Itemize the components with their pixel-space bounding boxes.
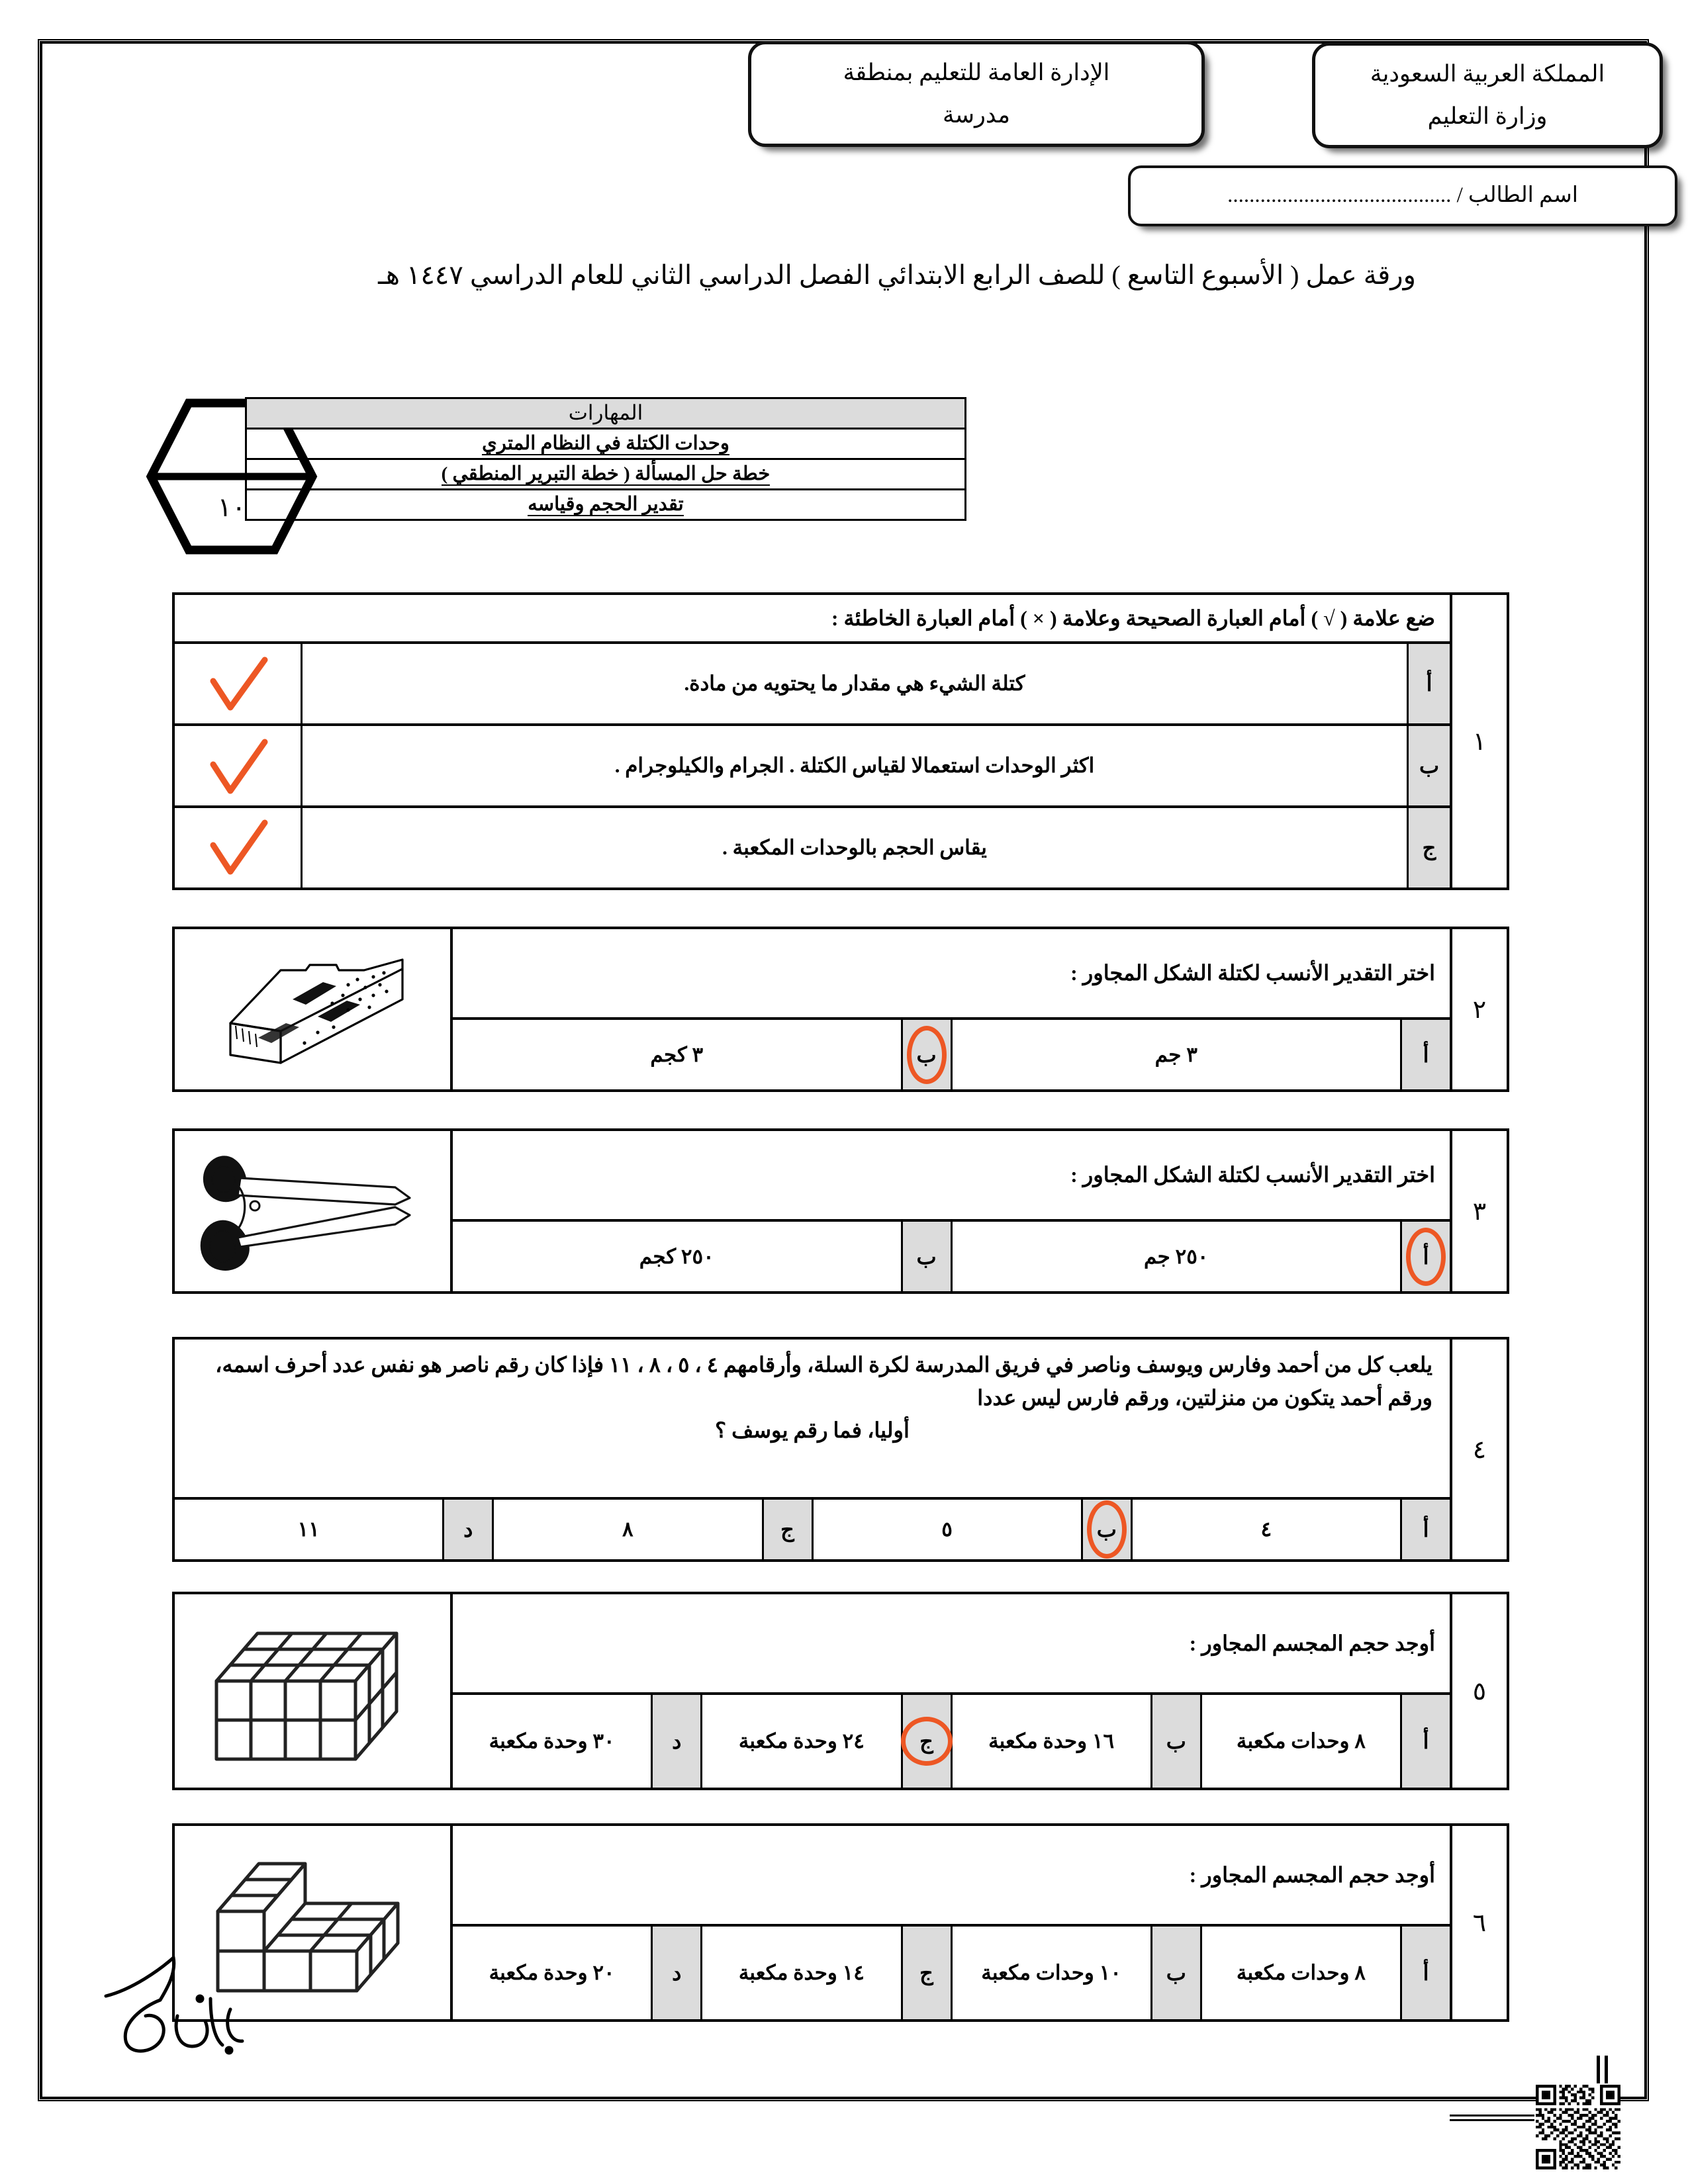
qr-code[interactable] <box>1536 2085 1620 2169</box>
kingdom-line: المملكة العربية السعودية <box>1370 61 1605 87</box>
option-letter-a[interactable] <box>1400 1927 1450 2019</box>
statement-text: كتلة الشيء هي مقدار ما يحتويه من مادة. <box>684 672 1025 696</box>
question-prompt: أوجد حجم المجسم المجاور : <box>453 1594 1450 1695</box>
answer-cell[interactable] <box>175 726 303 805</box>
skill-row <box>246 490 966 520</box>
skills-heading: المهارات <box>246 398 966 429</box>
school-line: مدرسة <box>942 101 1011 128</box>
option-value-a[interactable]: ٨ وحدات مكعبة <box>1200 1927 1400 2019</box>
option-value-c[interactable]: ٢٤ وحدة مكعبة <box>700 1695 900 1788</box>
option-letter-b[interactable] <box>901 1222 951 1291</box>
question-number: ٦ <box>1450 1826 1507 2019</box>
page-title: ورقة عمل ( الأسبوع التاسع ) للصف الرابع الابتدائي الفصل الدراسي الثاني للعام الدراسي ١٤٤٧ هـ <box>378 260 1416 290</box>
score-total: ١٠ <box>217 492 246 522</box>
question-prompt: أوجد حجم المجسم المجاور : <box>453 1826 1450 1927</box>
option-letter: ب <box>1407 726 1450 805</box>
skill-label: وحدات الكتلة في النظام المتري <box>482 432 729 454</box>
question-block-1 <box>172 592 1509 890</box>
q4-line1: يلعب كل من أحمد وفارس ويوسف وناصر في فريق المدرسة لكرة السلة، وأرقامهم ٤ ، ٥ ، ٨ ، ١١ <box>608 1353 1432 1377</box>
option-letter-c[interactable] <box>901 1927 951 2019</box>
option-letter-a[interactable] <box>1400 1500 1450 1559</box>
administration-line: الإدارة العامة للتعليم بمنطقة <box>843 60 1110 86</box>
options-row <box>453 1222 1450 1291</box>
option-letter-label: ج <box>919 1961 933 1985</box>
figure-rectangular-prism <box>175 1594 453 1788</box>
q4-line3: أوليا، فما رقم يوسف ؟ <box>715 1418 910 1443</box>
question-number: ٢ <box>1450 929 1507 1089</box>
question-prompt: اختر التقدير الأنسب لكتلة الشكل المجاور : <box>453 929 1450 1020</box>
question-block-5 <box>172 1592 1509 1790</box>
option-letter-label: د <box>672 1961 682 1985</box>
option-value-b[interactable]: ٥ <box>812 1500 1081 1559</box>
question-prompt <box>175 1340 1450 1500</box>
option-letter-d[interactable] <box>442 1500 492 1559</box>
option-value-a[interactable]: ٤ <box>1131 1500 1400 1559</box>
option-value-d[interactable]: ١١ <box>297 1518 320 1541</box>
option-value-d[interactable]: ٢٠ وحدة مكعبة <box>489 1961 615 1985</box>
statement-text: يقاس الحجم بالوحدات المكعبة . <box>722 836 987 860</box>
option-value-b[interactable]: ١٠ وحدات مكعبة <box>951 1927 1150 2019</box>
option-value-a[interactable]: ٣ جم <box>951 1020 1401 1089</box>
header-box-kingdom <box>1312 42 1663 148</box>
option-letter-b[interactable] <box>901 1020 951 1089</box>
option-letter-label: ب <box>1166 1729 1186 1753</box>
question-number: ٥ <box>1450 1594 1507 1788</box>
question-block-4 <box>172 1337 1509 1562</box>
options-row <box>453 1927 1450 2019</box>
qr-tick-mark <box>1605 2056 1608 2083</box>
option-letter-label: ب <box>1096 1518 1117 1541</box>
question-number: ٤ <box>1450 1340 1507 1559</box>
question-block-6 <box>172 1823 1509 2022</box>
options-row <box>175 1500 1450 1559</box>
option-value-b[interactable]: ٣ كجم <box>650 1042 704 1066</box>
option-letter-d[interactable] <box>651 1695 700 1788</box>
option-value-c[interactable]: ٨ <box>492 1500 761 1559</box>
option-letter-c[interactable] <box>901 1695 951 1788</box>
teacher-signature <box>99 1952 298 2065</box>
option-value-a[interactable]: ٢٥٠ جم <box>951 1222 1401 1291</box>
answer-cell[interactable] <box>175 644 303 723</box>
options-row <box>453 1020 1450 1089</box>
option-letter-label: ب <box>1166 1961 1186 1985</box>
option-value-b[interactable]: ١٦ وحدة مكعبة <box>951 1695 1150 1788</box>
table-row <box>175 808 1450 887</box>
option-letter: أ <box>1407 644 1450 723</box>
student-name-label: اسم الطالب / ......................................... <box>1227 183 1578 208</box>
option-letter-label: أ <box>1423 1244 1429 1269</box>
option-letter-b[interactable] <box>1150 1927 1200 2019</box>
options-row <box>453 1695 1450 1788</box>
option-letter-label: أ <box>1423 1518 1429 1541</box>
skill-label: تقدير الحجم وقياسه <box>528 493 684 515</box>
option-letter-a[interactable] <box>1400 1222 1450 1291</box>
option-letter-label: أ <box>1423 1961 1429 1985</box>
option-value-a[interactable]: ٨ وحدات مكعبة <box>1200 1695 1400 1788</box>
option-letter-d[interactable] <box>651 1927 700 2019</box>
skill-row <box>246 459 966 490</box>
option-letter-a[interactable] <box>1400 1020 1450 1089</box>
student-name-field[interactable] <box>1128 165 1677 226</box>
question-prompt: ضع علامة ( √ ) أمام العبارة الصحيحة وعلامة ( × ) أمام العبارة الخاطئة : <box>175 595 1450 644</box>
answer-cell[interactable] <box>175 808 303 887</box>
figure-concrete-block <box>175 929 453 1089</box>
option-letter-a[interactable] <box>1400 1695 1450 1788</box>
question-block-2 <box>172 927 1509 1092</box>
skill-label: خطة حل المسألة ( خطة التبرير المنطقي ) <box>441 463 771 484</box>
option-letter-label: أ <box>1423 1042 1429 1067</box>
option-letter-label: أ <box>1423 1729 1429 1753</box>
figure-scissors <box>175 1131 453 1291</box>
statement-text: اكثر الوحدات استعمالا لقياس الكتلة . الجرام والكيلوجرام . <box>614 754 1095 778</box>
question-prompt: اختر التقدير الأنسب لكتلة الشكل المجاور : <box>453 1131 1450 1222</box>
option-letter-label: ج <box>919 1729 933 1753</box>
option-letter-label: ج <box>780 1518 794 1541</box>
option-value-c[interactable]: ١٤ وحدة مكعبة <box>700 1927 900 2019</box>
skill-row <box>246 429 966 459</box>
option-letter-label: ب <box>916 1244 937 1269</box>
option-letter-label: د <box>463 1518 473 1541</box>
skills-table <box>245 397 966 521</box>
option-value-d[interactable]: ٣٠ وحدة مكعبة <box>489 1729 615 1753</box>
option-letter-label: د <box>672 1729 682 1753</box>
ministry-line: وزارة التعليم <box>1427 103 1548 129</box>
option-value-b[interactable]: ٢٥٠ كجم <box>639 1244 714 1268</box>
checkmark-icon <box>201 816 274 880</box>
option-letter-c[interactable] <box>762 1500 812 1559</box>
option-letter-b[interactable] <box>1081 1500 1131 1559</box>
option-letter-label: ب <box>916 1042 937 1067</box>
option-letter-b[interactable] <box>1150 1695 1200 1788</box>
table-row <box>175 644 1450 726</box>
question-number: ٣ <box>1450 1131 1507 1291</box>
checkmark-icon <box>201 652 274 715</box>
option-letter: ج <box>1407 808 1450 887</box>
question-number: ١ <box>1450 595 1507 887</box>
footer-rule <box>1450 2115 1534 2116</box>
checkmark-icon <box>201 734 274 797</box>
table-row <box>175 726 1450 808</box>
qr-tick-mark <box>1597 2056 1600 2083</box>
question-block-3 <box>172 1128 1509 1294</box>
q4-line2: فإذا كان رقم ناصر هو نفس عدد أحرف اسمه، ورقم أحمد يتكون من منزلتين، ورقم فارس ليس عددا <box>215 1353 1432 1410</box>
footer-rule <box>1450 2119 1534 2121</box>
header-box-administration <box>748 41 1205 147</box>
